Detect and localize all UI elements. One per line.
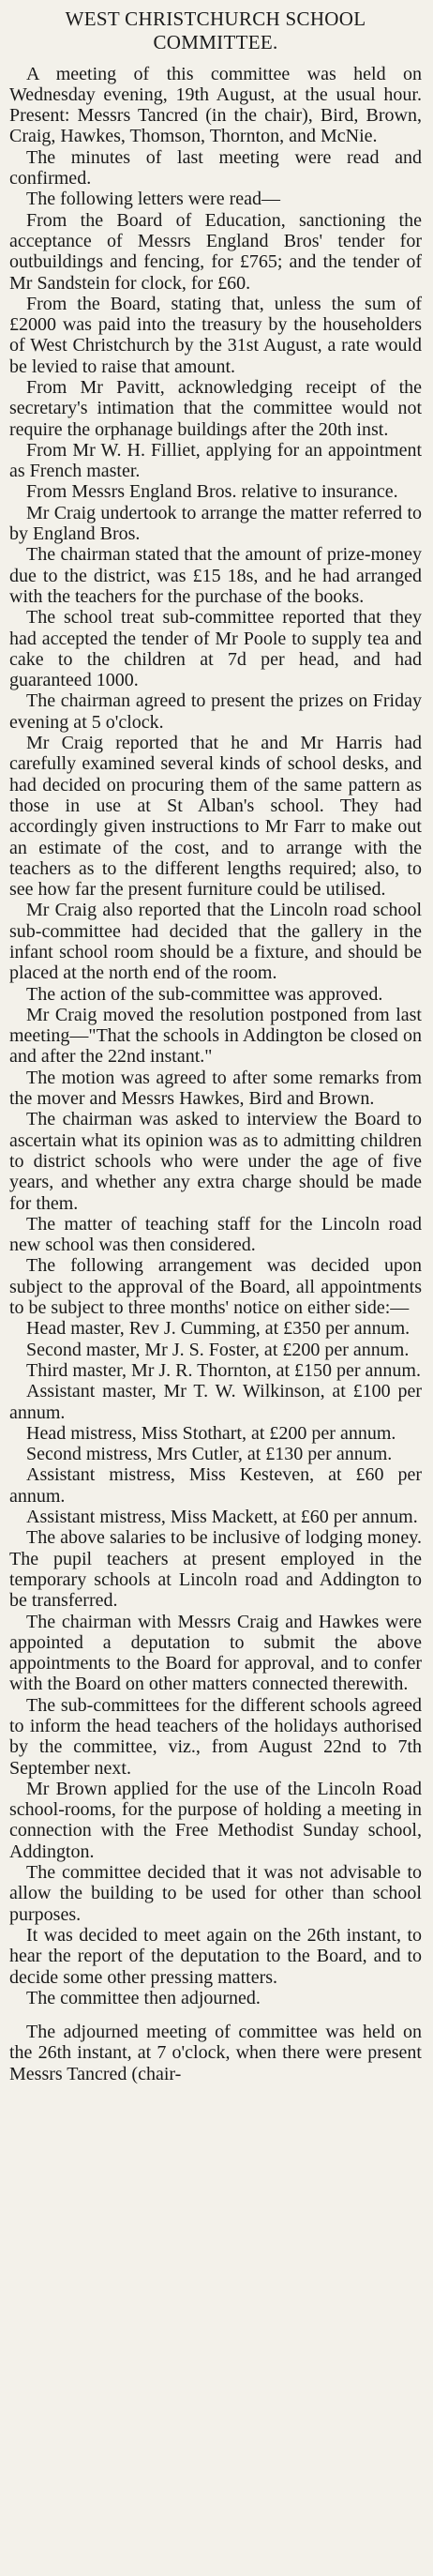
article-body bbox=[9, 64, 422, 2085]
closing-paragraph: The adjourned meeting of committee was held on the 26th instant, at 7 o'clock, when there were present Messrs Tancred (chair- bbox=[9, 2022, 422, 2084]
paragraph: The action of the sub-committee was approved. bbox=[26, 983, 383, 1005]
paragraph: From the Board, stating that, unless the sum of £2000 was paid into the treasury by the householders of West Christchurch by the 31st August, a rate would be levied to raise that amount. bbox=[9, 293, 422, 377]
paragraph: The committee decided that it was not advisable to allow the building to be used for other than school purposes. bbox=[9, 1862, 422, 1925]
paragraph: The following arrangement was decided upon subject to the approval of the Board, all appointments to be subject to three months' notice on either side:— bbox=[9, 1255, 422, 1319]
paragraph: Assistant mistress, Miss Mackett, at £60 per annum. bbox=[26, 1507, 418, 1528]
paragraph: It was decided to meet again on the 26th instant, to hear the report of the deputation to the Board, and to decide some other pressing matters. bbox=[9, 1924, 422, 1988]
paragraph: Mr Craig undertook to arrange the matter referred to by England Bros. bbox=[9, 502, 422, 545]
paragraph: A meeting of this committee was held on Wednesday evening, 19th August, at the usual hour. Present: Messrs Tancred (in the chair), Bird, Brown, Craig, Hawkes, Thomson, Thornton, and McNie. bbox=[9, 63, 422, 147]
paragraph: The motion was agreed to after some remarks from the mover and Messrs Hawkes, Bird and Brown. bbox=[9, 1067, 422, 1110]
paragraph: Assistant mistress, Miss Kesteven, at £60 per annum. bbox=[9, 1464, 422, 1507]
paragraph: Second master, Mr J. S. Foster, at £200 per annum. bbox=[26, 1339, 410, 1360]
paragraph: Mr Craig moved the resolution postponed from last meeting—"That the schools in Addington be closed on and after the 22nd instant." bbox=[9, 1004, 422, 1068]
paragraph: From the Board of Education, sanctioning the acceptance of Messrs England Bros' tender for outbuildings and fencing, for £765; and the tender of Mr Sandstein for clock, for £60. bbox=[9, 209, 422, 294]
paragraph: Mr Craig reported that he and Mr Harris had carefully examined several kinds of school desks, and had decided on procuring them of the same pattern as those in use at St Alban's school. They had accordingly given instructions to Mr Farr to make out an estimate of the cost, and to arrange with the teachers as to the different lengths required; also, to see how far the present furniture could be utilised. bbox=[9, 733, 422, 901]
paragraph: Assistant master, Mr T. W. Wilkinson, at £100 per annum. bbox=[9, 1381, 422, 1423]
paragraph: The following letters were read— bbox=[26, 189, 281, 210]
paragraph: Second mistress, Mrs Cutler, at £130 per annum. bbox=[26, 1444, 393, 1465]
paragraph: From Messrs England Bros. relative to insurance. bbox=[26, 481, 398, 503]
paragraph: The above salaries to be inclusive of lodging money. The pupil teachers at present employed in the temporary schools at Lincoln road and Addington to be transferred. bbox=[9, 1527, 422, 1612]
paragraph: From Mr W. H. Filliet, applying for an appointment as French master. bbox=[9, 439, 422, 482]
paragraph: The minutes of last meeting were read and confirmed. bbox=[9, 146, 422, 189]
paragraph: The committee then adjourned. bbox=[26, 1987, 261, 2008]
article-headline: WEST CHRISTCHURCH SCHOOL COMMITTEE. bbox=[65, 8, 366, 53]
paragraph: The school treat sub-committee reported that they had accepted the tender of Mr Poole to supply tea and cake to the children at 7d per head, and had guaranteed 1000. bbox=[9, 607, 422, 691]
paragraph: Third master, Mr J. R. Thornton, at £150 per annum. bbox=[26, 1359, 421, 1381]
paragraph: Head master, Rev J. Cumming, at £350 per annum. bbox=[26, 1318, 411, 1340]
paragraph: Head mistress, Miss Stothart, at £200 per annum. bbox=[26, 1422, 396, 1444]
paragraph: The sub-committees for the different schools agreed to inform the head teachers of the holidays authorised by the committee, viz., from August 22nd to 7th September next. bbox=[9, 1694, 422, 1779]
paragraph: The chairman with Messrs Craig and Hawkes were appointed a deputation to submit the above appointments to the Board for approval, and to confer with the Board on other matters connected therewith. bbox=[9, 1611, 422, 1695]
paragraph: From Mr Pavitt, acknowledging receipt of the secretary's intimation that the committee would not require the orphanage buildings after the 20th inst. bbox=[9, 376, 422, 440]
paragraph: The chairman was asked to interview the Board to ascertain what its opinion was as to admitting children to district schools who were under the age of five years, and whether any extra charge should be made for them. bbox=[9, 1109, 422, 1214]
paragraph: Mr Brown applied for the use of the Lincoln Road school-rooms, for the purpose of holding a meeting in connection with the Free Methodist Sunday school, Addington. bbox=[9, 1778, 422, 1862]
paragraph: The matter of teaching staff for the Lincoln road new school was then considered. bbox=[9, 1213, 422, 1256]
paragraph: Mr Craig also reported that the Lincoln road school sub-committee had decided that the gallery in the infant school room should be a fixture, and should be placed at the north end of the room. bbox=[9, 900, 422, 984]
paragraph: The chairman agreed to present the prizes on Friday evening at 5 o'clock. bbox=[9, 690, 422, 733]
paragraph: The chairman stated that the amount of prize-money due to the district, was £15 18s, and he had arranged with the teachers for the purchase of the books. bbox=[9, 544, 422, 607]
